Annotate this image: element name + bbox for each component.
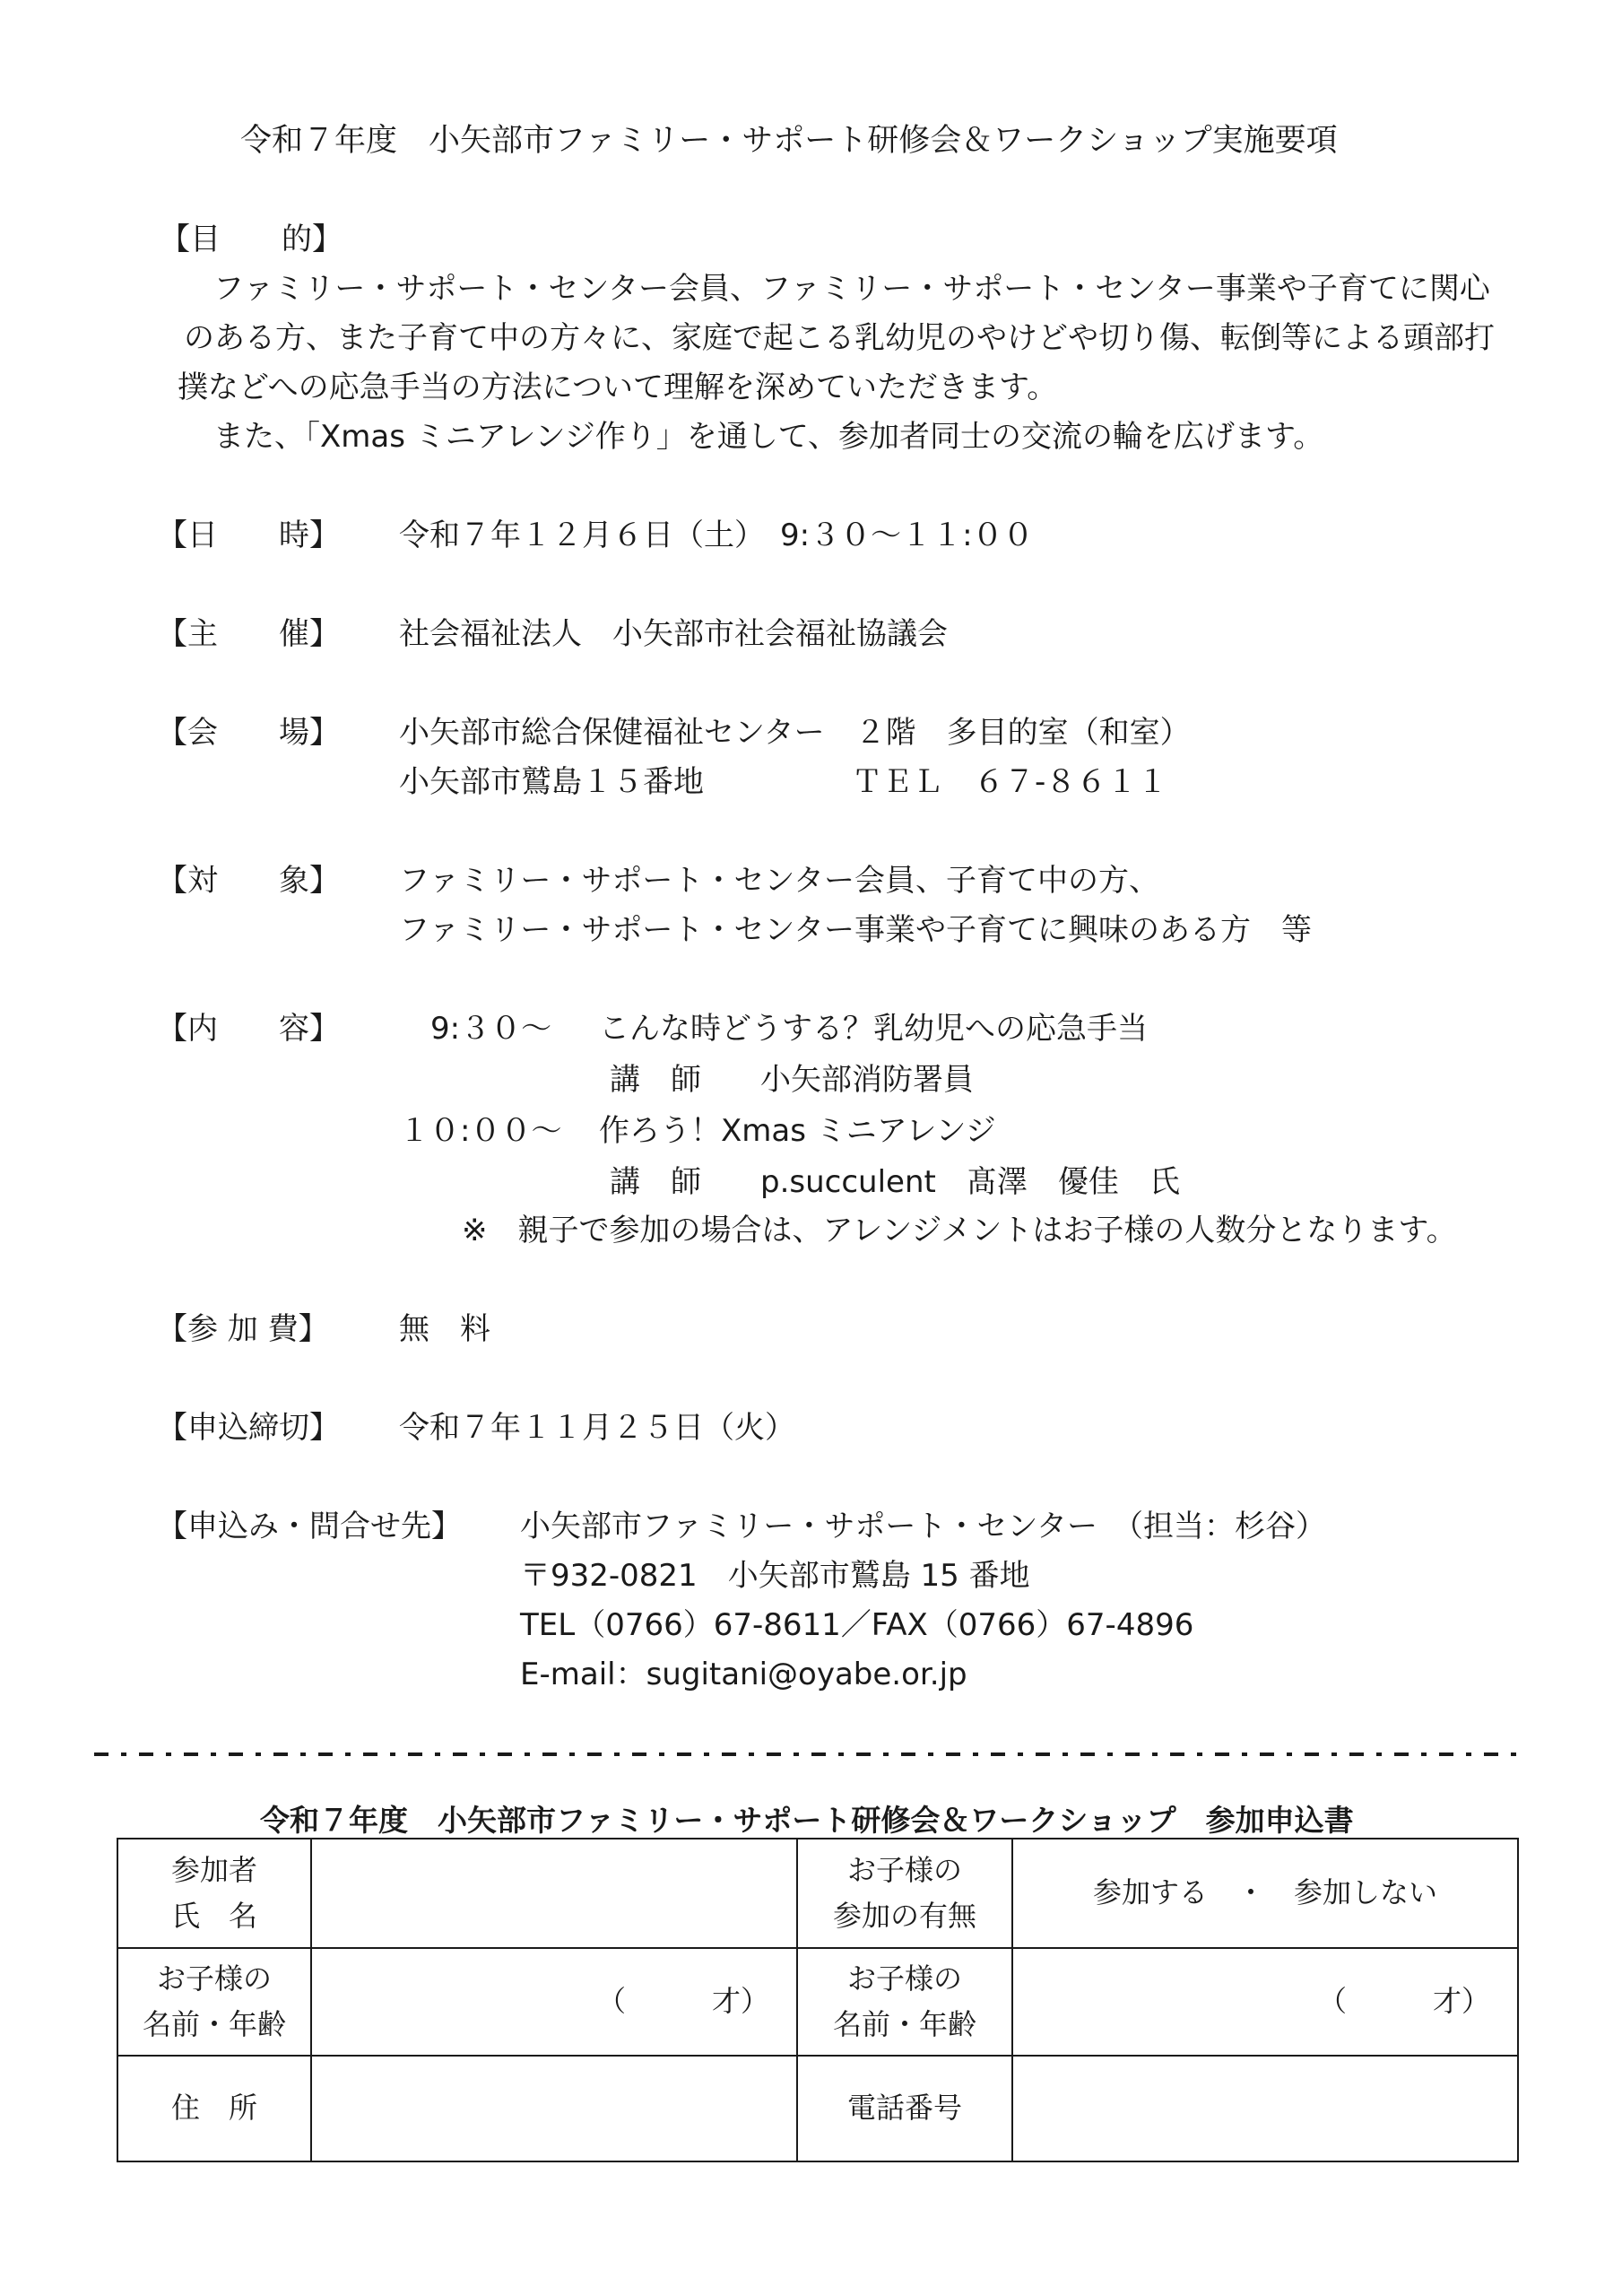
datetime-value: 令和７年１２月６日（土） 9:３０～１１:００ — [399, 517, 1034, 553]
content-item-2-topic: 作ろう！Xmas ミニアレンジ — [599, 1113, 996, 1149]
form-title: 令和７年度 小矢部市ファミリー・サポート研修会＆ワークショップ 参加申込書 — [260, 1803, 1354, 1838]
venue-line-1: 小矢部市総合保健福祉センター ２階 多目的室（和室） — [399, 715, 1191, 751]
target-line-1: ファミリー・サポート・センター会員、子育て中の方、 — [399, 863, 1159, 899]
child-name-label-cell-1 — [117, 1948, 311, 2056]
child-participation-label-cell — [797, 1839, 1012, 1948]
purpose-line-1: ファミリー・サポート・センター会員、ファミリー・サポート・センター事業や子育てに関心 — [213, 271, 1490, 307]
content-note: ※ 親子で参加の場合は、アレンジメントはお子様の人数分となります。 — [462, 1213, 1457, 1248]
content-item-1-topic: こんな時どうする？乳幼児への応急手当 — [599, 1011, 1148, 1047]
fee-value: 無 料 — [399, 1311, 490, 1347]
purpose-line-4: また、「Xmas ミニアレンジ作り」を通して、参加者同士の交流の輪を広げます。 — [213, 419, 1324, 455]
target-line-2: ファミリー・サポート・センター事業や子育てに興味のある方 等 — [399, 912, 1312, 948]
child-name-label-2b: 名前・年齢 — [832, 2007, 976, 2041]
form-row-participant — [117, 1839, 1518, 1948]
content-label: 【内 容】 — [157, 1011, 340, 1047]
child-participation-label-1: お子様の — [846, 1852, 962, 1887]
application-form-table — [117, 1838, 1519, 2162]
organizer-value: 社会福祉法人 小矢部市社会福祉協議会 — [399, 616, 948, 652]
contact-label: 【申込み・問合せ先】 — [157, 1509, 462, 1544]
purpose-line-3: 撲などへの応急手当の方法について理解を深めていただきます。 — [178, 370, 1058, 405]
child-name-label-cell-2 — [797, 1948, 1012, 2056]
venue-address: 小矢部市鷲島１５番地 — [399, 764, 704, 800]
form-row-address — [117, 2056, 1518, 2161]
participant-name-field[interactable] — [311, 1839, 797, 1948]
form-row-children — [117, 1948, 1518, 2056]
contact-line-1: 小矢部市ファミリー・サポート・センター （担当：杉谷） — [520, 1509, 1326, 1544]
venue-tel: ＴＥＬ ６７-８６１１ — [852, 764, 1168, 800]
child-name-label-2a: お子様の — [846, 1961, 962, 1996]
content-item-1-lecturer-label: 講 師 — [610, 1062, 701, 1098]
content-item-1-time: 9:３０～ — [430, 1011, 552, 1047]
content-item-1-lecturer: 小矢部消防署員 — [760, 1062, 974, 1098]
content-item-2-lecturer: p.succulent 髙澤 優佳 氏 — [760, 1164, 1180, 1200]
cut-line — [94, 1752, 1529, 1756]
datetime-label: 【日 時】 — [157, 517, 340, 553]
contact-line-3: TEL（0766）67-8611／FAX（0766）67-4896 — [520, 1607, 1194, 1643]
participant-label-cell — [117, 1839, 311, 1948]
age-open-2: （ — [1317, 1984, 1347, 2019]
contact-line-2: 〒932-0821 小矢部市鷲島 15 番地 — [520, 1558, 1030, 1594]
address-field[interactable] — [311, 2056, 797, 2161]
participation-options[interactable]: 参加する ・ 参加しない — [1012, 1839, 1518, 1948]
contact-line-4: E-mail：sugitani@oyabe.or.jp — [520, 1657, 967, 1692]
venue-label: 【会 場】 — [157, 715, 340, 751]
child-name-label-1b: 名前・年齢 — [142, 2007, 286, 2041]
page-title: 令和７年度 小矢部市ファミリー・サポート研修会＆ワークショップ実施要項 — [240, 123, 1338, 159]
content-item-2-lecturer-label: 講 師 — [610, 1164, 701, 1200]
content-item-2-time: １０:００～ — [399, 1113, 562, 1149]
phone-label: 電話番号 — [797, 2056, 1012, 2161]
age-open-1: （ — [596, 1984, 626, 2019]
purpose-label: 【目 的】 — [160, 222, 343, 257]
child-name-age-field-1[interactable] — [311, 1948, 797, 2056]
deadline-label: 【申込締切】 — [157, 1410, 340, 1446]
child-participation-label-2: 参加の有無 — [832, 1899, 976, 1933]
age-close-1: 才） — [711, 1984, 769, 2019]
phone-field[interactable] — [1012, 2056, 1518, 2161]
child-name-age-field-2[interactable] — [1012, 1948, 1518, 2056]
participant-label-1: 参加者 — [170, 1852, 257, 1887]
deadline-value: 令和７年１１月２５日（火） — [399, 1410, 795, 1446]
fee-label: 【参 加 費】 — [157, 1311, 329, 1347]
age-close-2: 才） — [1432, 1984, 1490, 2019]
participant-label-2: 氏 名 — [170, 1899, 257, 1933]
address-label: 住 所 — [117, 2056, 311, 2161]
child-name-label-1a: お子様の — [156, 1961, 272, 1996]
organizer-label: 【主 催】 — [157, 616, 340, 652]
purpose-line-2: のある方、また子育て中の方々に、家庭で起こる乳幼児のやけどや切り傷、転倒等による頭部打 — [184, 320, 1495, 356]
target-label: 【対 象】 — [157, 863, 340, 899]
